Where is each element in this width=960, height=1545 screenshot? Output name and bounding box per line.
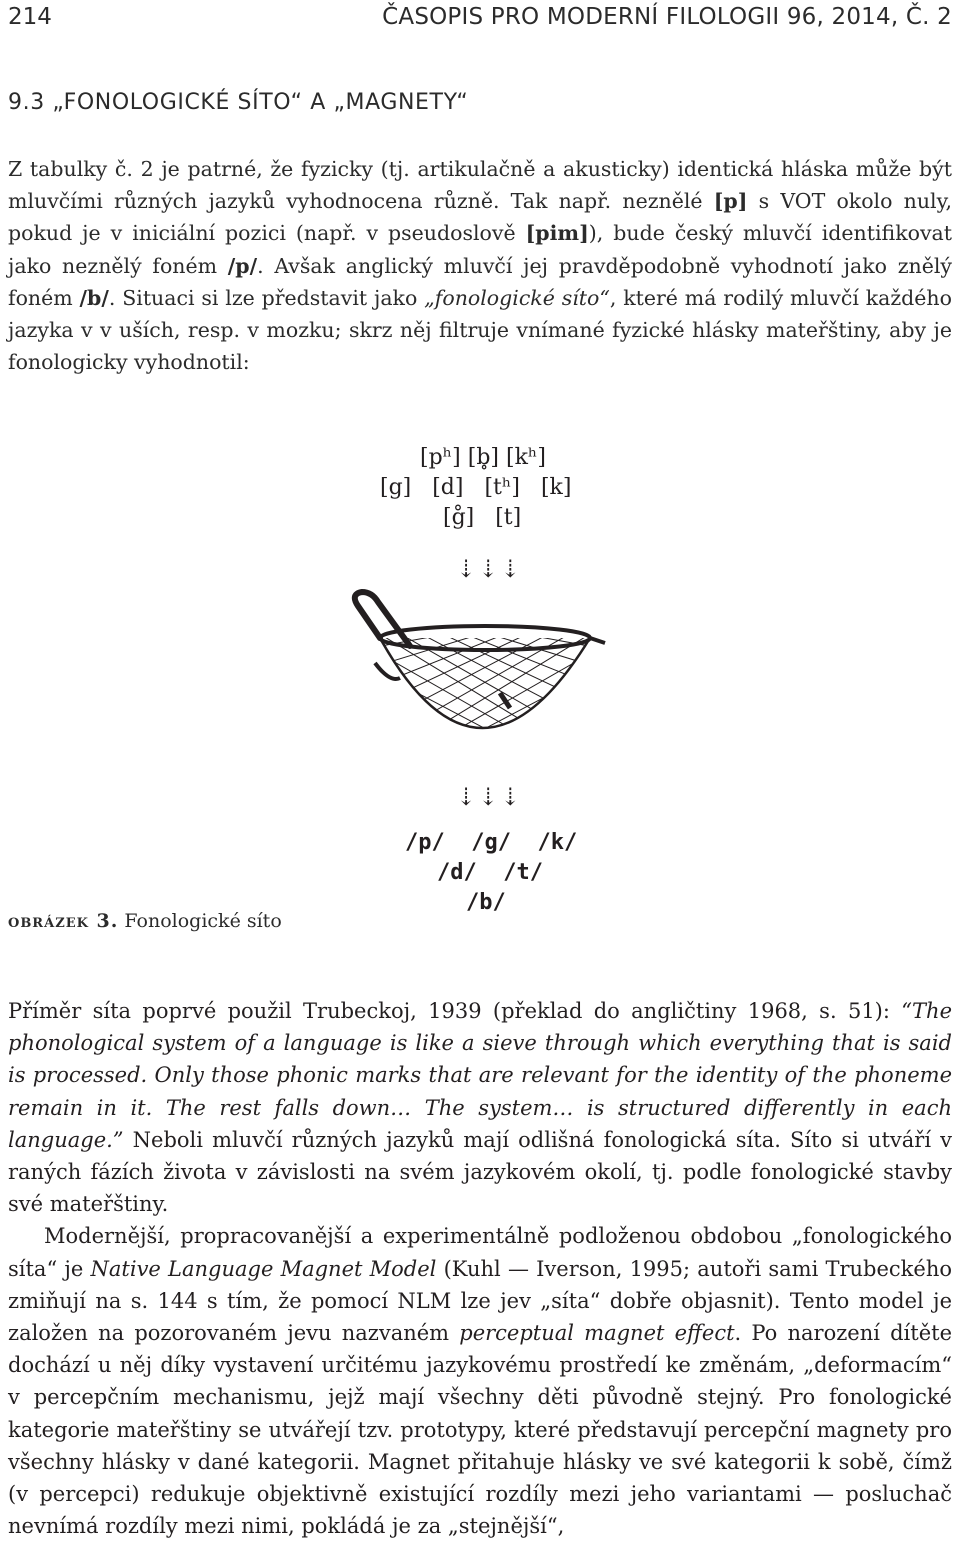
arrows-down-bottom: ⇣⇣⇣ <box>456 783 523 811</box>
figure-sounds-row-1: [pʰ] [b̥] [kʰ] <box>420 445 547 470</box>
text-run: s VOT okolo nuly, pokud je v iniciální pozici (např. v pseudoslově <box>8 189 952 246</box>
term-perceptual-magnet: perceptual magnet effect <box>459 1321 735 1346</box>
text-run: (Kuhl — Iverson, 1995; autoři sami Trubeckého zmiňují na s. 144 s tím, že pomocí NLM lze jev „síta“ dobře objasnit). Tento model je založen na pozorovaném jevu nazvaném <box>8 1256 952 1346</box>
phoneme-b: /b/ <box>79 285 109 310</box>
term-nlm: Native Language Magnet Model <box>90 1256 437 1281</box>
figure-sounds-row-3: [g̊] [t] <box>443 505 522 530</box>
section-heading: 9.3 „FONOLOGICKÉ SÍTO“ A „MAGNETY“ <box>8 90 469 115</box>
page-number: 214 <box>8 4 52 30</box>
text-run: ), bude český mluvčí identifikovat jako neznělý foném <box>8 221 952 278</box>
paragraph-nlm <box>8 1220 952 1542</box>
sieve-illustration <box>350 588 610 758</box>
quote-trubeckoj: “The phonological system of a language is like a sieve through which everything that is said is processed. Only those phonic marks that are relevant for the identity of the phoneme remain in it. The rest falls down… The system… is structured differently in each language.” <box>8 999 952 1152</box>
phonemes-row-3: /b/ <box>466 890 506 915</box>
phoneme-p: /p/ <box>227 253 258 278</box>
paragraph-trubeckoj <box>8 995 952 1220</box>
arrows-down-top: ⇣⇣⇣ <box>456 555 523 583</box>
figure-caption <box>8 910 282 932</box>
running-header <box>8 4 952 44</box>
text-run: . Avšak anglický mluvčí jej pravděpodobně vyhodnotí jako znělý foném <box>8 253 953 310</box>
journal-title: ČASOPIS PRO MODERNÍ FILOLOGII 96, 2014, Č. 2 <box>382 4 952 30</box>
caption-label: obrázek 3. <box>8 910 119 932</box>
phone-pim: [pim] <box>525 221 589 246</box>
text-run: Modernější, propracovanější a experimentálně podloženou obdobou „fonologického síta“ je <box>8 1224 952 1281</box>
text-run: . Situaci si lze představit jako <box>108 285 425 310</box>
text-run: Z tabulky č. 2 je patrné, že fyzicky (tj. artikulačně a akusticky) identická hláska může být mluvčími různých jazyků vyhodnocena různě. Tak např. neznělé <box>8 157 952 214</box>
body-text <box>8 995 952 1542</box>
text-run: Neboli mluvčí různých jazyků mají odlišná fonologická síta. Síto si utváří v raných fázích života v závislosti na svém jazykovém okolí, tj. podle fonologické stavby své mateřštiny. <box>8 1127 952 1217</box>
phone-p: [p] <box>713 189 748 214</box>
text-run: , které má rodilý mluvčí každého jazyka v v uších, resp. v mozku; skrz něj filtruje vnímané fyzické hlásky mateřštiny, aby je fonologicky vyhodnotil: <box>8 285 952 375</box>
text-run: . Po narození dítěte dochází u něj díky vystavení určitému jazykovému prostředí ke změnám, „deformacím“ v percepčním mechanismu, jejž mají všechny děti původně stejný. Pro fonologické kategorie mateřštiny se utvářejí tzv. prototypy, které představují percepční magnety pro všechny hlásky v dané kategorii. Magnet přitahuje hlásky ve své kategorii k sobě, čímž (v percepci) redukuje objektivně existující rozdíly mezi jeho variantami — posluchač nevnímá rozdíly mezi nimi, pokládá je za „stejnější“, <box>8 1321 952 1539</box>
caption-text: Fonologické síto <box>118 910 282 932</box>
figure-sounds-row-2: [g] [d] [tʰ] [k] <box>380 475 572 500</box>
phonemes-row-1: /p/ /g/ /k/ <box>405 830 578 855</box>
phonemes-row-2: /d/ /t/ <box>437 860 543 885</box>
term-phonological-sieve: „fonologické síto“ <box>424 285 610 310</box>
sieve-handle <box>355 592 410 646</box>
text-run: Příměr síta poprvé použil Trubeckoj, 1939 (překlad do angličtiny 1968, s. 51): <box>8 999 902 1023</box>
paragraph-intro <box>8 153 952 378</box>
